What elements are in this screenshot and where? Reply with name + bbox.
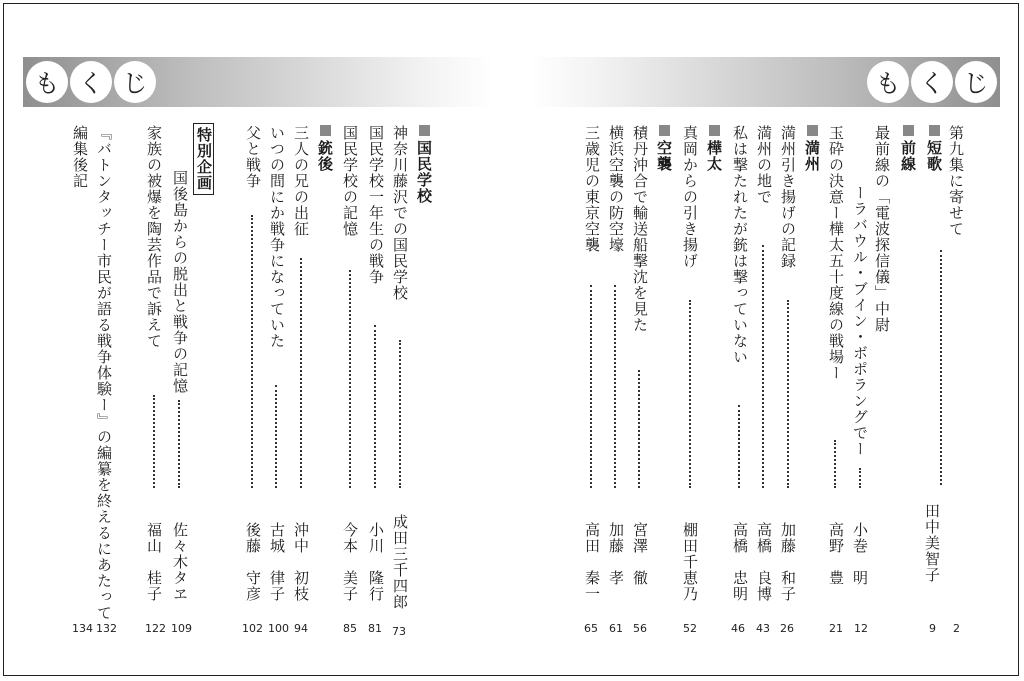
toc-entry-author: 加藤 孝 bbox=[607, 522, 625, 586]
toc-entry-page: 102 bbox=[242, 622, 263, 635]
title-char-circle: く bbox=[70, 61, 112, 103]
toc-entry-title[interactable]: 『バトンタッチー市民が語る戦争体験ー』の編纂を終えるにあたって bbox=[95, 125, 113, 621]
toc-entry-title[interactable]: 国民学校一年生の戦争 bbox=[367, 125, 385, 285]
toc-entry-author: 小巻 明 bbox=[851, 522, 869, 586]
toc-entry-author: 高野 豊 bbox=[827, 522, 845, 586]
toc-entry-page: 73 bbox=[392, 625, 406, 638]
section-heading-kushu: 空襲 bbox=[656, 125, 671, 172]
toc-entry-author: 高橋 忠明 bbox=[731, 522, 749, 602]
toc-entry-page: 9 bbox=[929, 622, 936, 635]
title-char-circle: も bbox=[867, 61, 909, 103]
toc-entry-title[interactable]: 家族の被爆を陶芸作品で訴えて bbox=[145, 125, 163, 349]
toc-entry-author: 宮澤 徹 bbox=[631, 522, 649, 586]
toc-entry-page: 132 bbox=[96, 622, 117, 635]
leader-dots bbox=[153, 395, 155, 488]
contents-banner-right bbox=[530, 57, 1000, 107]
leader-dots bbox=[275, 385, 277, 488]
section-marker bbox=[320, 125, 331, 136]
toc-entry-title[interactable]: 父と戦争 bbox=[244, 125, 262, 189]
section-marker bbox=[659, 125, 670, 136]
leader-dots bbox=[178, 400, 180, 488]
toc-entry-page: 81 bbox=[368, 622, 382, 635]
section-heading-zensen: 前線 bbox=[900, 125, 915, 172]
toc-entry-author: 佐々木タヱ bbox=[171, 522, 189, 602]
toc-entry-title[interactable]: 第九集に寄せて bbox=[947, 125, 965, 237]
toc-entry-page: 65 bbox=[584, 622, 598, 635]
toc-entry-title[interactable]: 編集後記 bbox=[71, 125, 89, 189]
toc-entry-author: 小川 隆行 bbox=[367, 522, 385, 602]
leader-dots bbox=[738, 405, 740, 488]
section-marker bbox=[709, 125, 720, 136]
toc-entry-page: 2 bbox=[953, 622, 960, 635]
toc-entry-page: 21 bbox=[829, 622, 843, 635]
toc-entry-subtitle: ーラバウル・ブイン・ボポラングでー bbox=[851, 185, 869, 457]
leader-dots bbox=[940, 250, 942, 485]
toc-entry-page: 46 bbox=[731, 622, 745, 635]
leader-dots bbox=[638, 370, 640, 488]
toc-entry-page: 109 bbox=[171, 622, 192, 635]
leader-dots bbox=[399, 340, 401, 488]
toc-entry-title[interactable]: 満州引き揚げの記録 bbox=[779, 125, 797, 269]
title-char-circle: じ bbox=[955, 61, 997, 103]
toc-entry-page: 61 bbox=[609, 622, 623, 635]
leader-dots bbox=[689, 300, 691, 488]
section-heading-kokumin: 国民学校 bbox=[416, 125, 431, 204]
toc-entry-title[interactable]: 私は撃たれたが銃は撃っていない bbox=[731, 125, 749, 365]
section-heading-manshu: 満州 bbox=[804, 125, 819, 172]
section-marker bbox=[419, 125, 430, 136]
toc-entry-title[interactable]: 神奈川藤沢での国民学校 bbox=[391, 125, 409, 301]
toc-entry-author: 田中美智子 bbox=[923, 503, 941, 583]
leader-dots bbox=[859, 468, 861, 488]
toc-entry-page: 85 bbox=[343, 622, 357, 635]
toc-entry-author: 加藤 和子 bbox=[779, 522, 797, 602]
toc-entry-author: 棚田千恵乃 bbox=[681, 522, 699, 602]
section-heading-jugo: 銃後 bbox=[317, 125, 332, 172]
leader-dots bbox=[590, 285, 592, 488]
leader-dots bbox=[834, 440, 836, 488]
toc-entry-author: 古城 律子 bbox=[268, 522, 286, 602]
toc-entry-author: 後藤 守彦 bbox=[244, 522, 262, 602]
toc-entry-title[interactable]: 国後島からの脱出と戦争の記憶 bbox=[171, 170, 189, 394]
toc-entry-title[interactable]: 国民学校の記憶 bbox=[341, 125, 359, 237]
toc-entry-title[interactable]: 最前線の「電波探信儀」中尉 bbox=[873, 125, 891, 333]
toc-entry-title[interactable]: いつの間にか戦争になっていた bbox=[268, 125, 286, 349]
section-heading-tanka: 短歌 bbox=[926, 125, 941, 172]
toc-entry-title[interactable]: 満州の地で bbox=[755, 125, 773, 205]
toc-entry-title[interactable]: 横浜空襲の防空壕 bbox=[607, 125, 625, 253]
toc-entry-title[interactable]: 三歳児の東京空襲 bbox=[583, 125, 601, 253]
title-char-circle: く bbox=[911, 61, 953, 103]
toc-entry-page: 52 bbox=[683, 622, 697, 635]
toc-entry-author: 福山 桂子 bbox=[145, 522, 163, 602]
toc-entry-author: 成田三千四郎 bbox=[391, 514, 409, 610]
toc-entry-author: 高田 秦一 bbox=[583, 522, 601, 602]
toc-entry-page: 122 bbox=[145, 622, 166, 635]
leader-dots bbox=[614, 285, 616, 488]
section-heading-tokubetsu: 特別企画 bbox=[193, 123, 214, 195]
leader-dots bbox=[787, 300, 789, 488]
toc-entry-page: 100 bbox=[268, 622, 289, 635]
leader-dots bbox=[374, 325, 376, 488]
leader-dots bbox=[300, 258, 302, 488]
leader-dots bbox=[349, 270, 351, 488]
toc-entry-page: 12 bbox=[854, 622, 868, 635]
toc-entry-author: 今本 美子 bbox=[341, 522, 359, 602]
toc-entry-page: 134 bbox=[72, 622, 93, 635]
contents-banner-left bbox=[23, 57, 493, 107]
toc-entry-title[interactable]: 玉砕の決意ー樺太五十度線の戦場ー bbox=[827, 125, 845, 381]
leader-dots bbox=[762, 245, 764, 488]
title-char-circle: も bbox=[26, 61, 68, 103]
toc-entry-author: 高橋 良博 bbox=[755, 522, 773, 602]
toc-entry-page: 43 bbox=[756, 622, 770, 635]
section-marker bbox=[929, 125, 940, 136]
toc-entry-title[interactable]: 積丹沖合で輸送船撃沈を見た bbox=[631, 125, 649, 333]
title-char-circle: じ bbox=[114, 61, 156, 103]
section-heading-karafuto: 樺太 bbox=[706, 125, 721, 172]
toc-entry-page: 56 bbox=[633, 622, 647, 635]
toc-entry-title[interactable]: 三人の兄の出征 bbox=[292, 125, 310, 237]
toc-entry-page: 94 bbox=[294, 622, 308, 635]
toc-entry-title[interactable]: 真岡からの引き揚げ bbox=[681, 125, 699, 269]
section-marker bbox=[807, 125, 818, 136]
section-marker bbox=[903, 125, 914, 136]
toc-entry-author: 沖中 初枝 bbox=[292, 522, 310, 602]
leader-dots bbox=[251, 215, 253, 488]
toc-entry-page: 26 bbox=[780, 622, 794, 635]
